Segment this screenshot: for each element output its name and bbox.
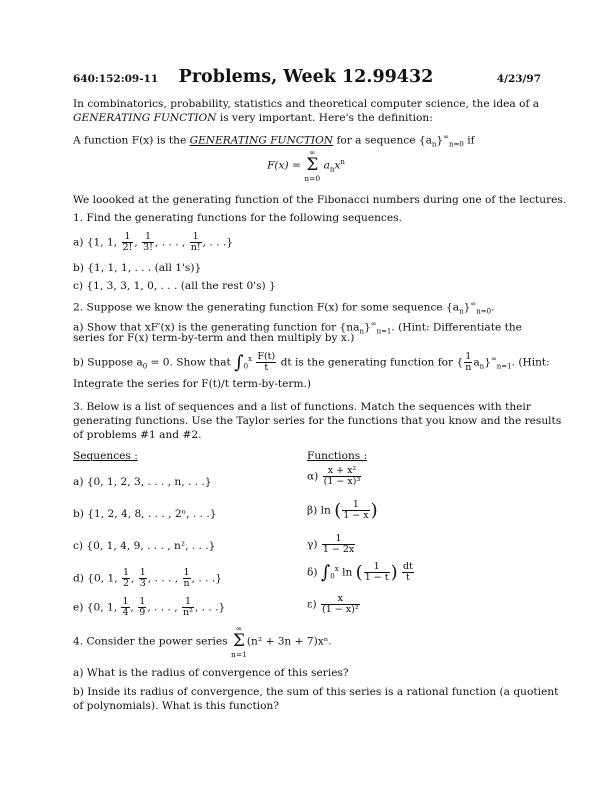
seq-d-text: d) {0, 1, (73, 572, 118, 585)
sequence-a: a) {0, 1, 2, 3, . . . , n, . . .} (73, 476, 212, 488)
def-text-b: for a sequence {a (333, 134, 432, 147)
problem-4a: a) What is the radius of convergence of this series? (73, 667, 349, 679)
p2b-mid: = 0. Show that (147, 356, 231, 369)
sequence-c: c) {0, 1, 4, 9, . . . , n², . . .} (73, 540, 216, 552)
fraction: $\frac{x}{\text{(1 − x)²}}$ (322, 593, 359, 615)
fraction: $\frac{1}{n}$ (465, 351, 472, 373)
p2a-tail: . (Hint: Differentiate the (391, 321, 522, 334)
def-link: GENERATING FUNCTION (189, 134, 334, 147)
epsilon-label: ε) (307, 598, 317, 611)
function-beta: β) ln ( $\frac{1}{1 - x}$ ) (307, 499, 378, 521)
page-title: Problems, Week 12.99432 (178, 67, 434, 87)
fraction: $\frac{1}{9}$ (139, 596, 146, 618)
delta-label: δ) (307, 566, 318, 579)
problem-3-line-2: generating functions. Use the Taylor series for the functions that you know and the results (73, 415, 562, 427)
function-alpha (307, 466, 362, 487)
p1a-text: a) {1, 1, (73, 236, 118, 249)
fraction: $\frac{1}{1 - x}$ (343, 499, 369, 521)
fraction: $\frac{1}{n}$ (183, 567, 190, 589)
functions-label: Functions : (307, 450, 368, 462)
seq-e-text: e) {0, 1, (73, 601, 118, 614)
p2b-text: b) Suppose a (73, 356, 143, 369)
p2a-text: a) Show that xF′(x) is the generating function for {na (73, 321, 360, 334)
problem-2-heading: 2. Suppose we know the generating function F(x) for some sequence $\{a_n\}^\infty_{n=0}$. (73, 300, 495, 316)
fraction: $\frac{F(t)}{t}$ (257, 351, 276, 373)
sum-sign: ∞ Σ n=1 (230, 624, 247, 659)
intro-line-1: In combinatorics, probability, statistics and theoretical computer science, the idea of a (73, 98, 540, 110)
date: 4/23/97 (496, 73, 541, 85)
definition-line: A function F(x) is the GENERATING FUNCTION for a sequence $\{a_n\}^\infty_{n=0}$ if (73, 133, 475, 149)
formula-lhs: F(x) = (267, 159, 301, 172)
course-code: 640:152:09-11 (73, 73, 159, 85)
sequence-e: e) {0, 1, $\frac{1}{4}$ , $\frac{1}{9}$ , . . . , $\frac{1}{\text{n²}}$ , . . .} (73, 596, 226, 618)
fraction: $\frac{\text{x + x²}}{\text{(1 − x)³}}$ (323, 465, 361, 487)
def-text-a: A function F(x) is the (73, 134, 190, 147)
fraction: $\frac{1}{4}$ (122, 596, 129, 618)
fraction: $\frac{dt}{t}$ (402, 561, 413, 583)
p2b-end: dt is the generating function for { (277, 356, 464, 369)
p4-series: (n² + 3n + 7)xⁿ. (246, 635, 332, 648)
gamma-label: γ) (307, 538, 318, 551)
problem-1c: c) {1, 3, 3, 1, 0, . . . (all the rest 0's) } (73, 280, 276, 292)
problem-3-line-1: 3. Below is a list of sequences and a list of functions. Match the sequences with their (73, 401, 531, 413)
problem-1a: a) {1, 1, $\frac{1}{2!}$ , $\frac{1}{3!}$ , . . . , $\frac{1}{n!}$ , . . .} (73, 231, 233, 253)
problem-2b-line-2: Integrate the series for F(t)/t term-by-term.) (73, 378, 312, 390)
function-gamma (307, 534, 356, 555)
intro-line-2-rest: is very important. Here's the definition: (216, 112, 433, 124)
fraction: $\frac{1}{1 - t}$ (364, 561, 389, 583)
beta-label: β) ln (307, 504, 331, 517)
definition-formula: F(x) = ∞ Σ n=0 $a_nx^n$ (267, 148, 345, 183)
problem-1-heading: 1. Find the generating functions for the following sequences. (73, 212, 402, 224)
sequence-b: b) {1, 2, 4, 8, . . . , 2ⁿ, . . .} (73, 508, 217, 520)
fraction: $\frac{1}{n!}$ (190, 231, 201, 253)
sequence-d: d) {0, 1, $\frac{1}{2}$ , $\frac{1}{3}$ , . . . , $\frac{1}{n}$ , . . .} (73, 567, 222, 589)
problem-4-heading (73, 624, 541, 659)
fraction: $\frac{1}{3}$ (139, 567, 146, 589)
problem-1b: b) {1, 1, 1, . . . (all 1's)} (73, 262, 202, 274)
sequences-label: Sequences : (73, 450, 138, 462)
def-text-d: if (463, 134, 475, 147)
problem-2a-line-2: series for F(x) term-by-term and then multiply by x.) (73, 332, 355, 344)
function-epsilon (307, 594, 361, 615)
sum-sign: ∞ Σ n=0 (304, 148, 321, 183)
problem-2b-line-1: b) Suppose $a_0 = 0$. Show that $\int_0^x$ $\frac{F(t)}{t}$ dt is the generating function for { $\frac{1}{n}$ $a_n\}^\infty_{n=1}$. (Hint: (73, 351, 550, 373)
p2b-hint: . (Hint: (511, 356, 550, 369)
function-delta: δ) $\int_0^x$ ln ( $\frac{1}{1 - t}$ ) $\frac{dt}{t}$ (307, 561, 413, 583)
alpha-label: α) (307, 470, 319, 483)
problem-2a-line-1: a) Show that xF′(x) is the generating function for $\{na_n\}^\infty_{n=1}$. (Hint: Differentiate the (73, 320, 522, 336)
problem-4b-line-1: b) Inside its radius of convergence, the sum of this series is a rational function (a quotient (73, 686, 559, 698)
formula-rhs: a (323, 159, 330, 172)
def-text-c: } (436, 134, 444, 147)
problem-3-line-3: of problems #1 and #2. (73, 429, 202, 441)
p1a-tail: , . . .} (202, 236, 233, 249)
intro-em: GENERATING FUNCTION (73, 112, 217, 124)
p4-head: 4. Consider the power series (73, 635, 228, 648)
p2-head: 2. Suppose we know the generating function F(x) for some sequence {a (73, 301, 460, 314)
fibonacci-line: We loooked at the generating function of the Fibonacci numbers during one of the lectures. (73, 194, 567, 206)
fraction: $\frac{1}{\text{n²}}$ (183, 596, 193, 618)
problem-4b-line-2: of polynomials). What is this function? (73, 700, 279, 712)
fraction: $\frac{1}{1 - 2x}$ (322, 533, 355, 555)
fraction: $\frac{1}{2}$ (122, 567, 130, 589)
fraction: $\frac{1}{2!}$ (122, 231, 133, 253)
fraction: $\frac{1}{3!}$ (143, 231, 154, 253)
intro-line-2 (73, 112, 541, 125)
